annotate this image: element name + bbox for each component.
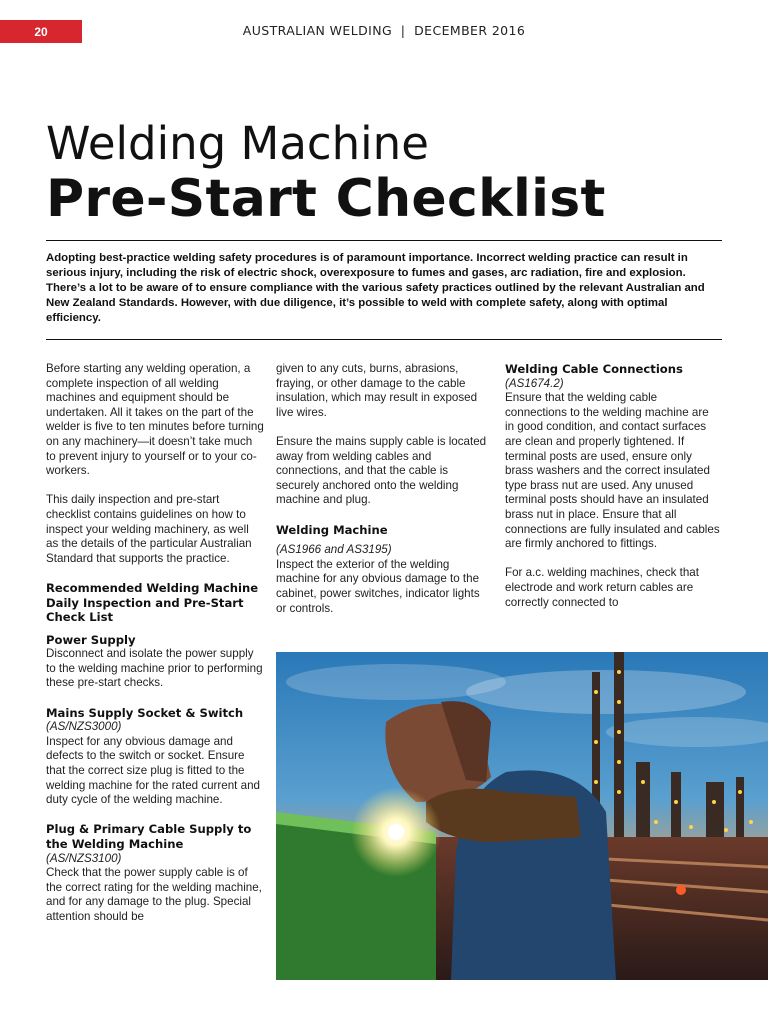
body-paragraph: Ensure that the welding cable connections to the welding machine are in good condition, and contact surfaces are clean and properly tightened. If terminal posts are used, ensure only brass washers and the correct insulated type brass nut are used. Any unused terminal posts should have an insulated brass nut in place. Ensure that all connections are fully insulated and cables are firmly anchored to fittings. xyxy=(505,391,720,551)
page-number-badge: 20 xyxy=(0,20,82,43)
column-3 xyxy=(505,362,720,625)
body-paragraph: given to any cuts, burns, abrasions, fraying, or other damage to the cable insulation, which may result in exposed live wires. xyxy=(276,362,478,419)
subheading-cable-connections: Welding Cable Connections xyxy=(505,362,683,376)
body-paragraph: Check that the power supply cable is of the correct rating for the welding machine, and for any damage to the plug. Special attention should be xyxy=(46,866,262,923)
body-paragraph: Disconnect and isolate the power supply to the welding machine prior to performing these pre-start checks. xyxy=(46,647,263,690)
divider-top xyxy=(46,240,722,241)
body-paragraph: For a.c. welding machines, check that electrode and work return cables are correctly connected to xyxy=(505,566,699,609)
section-heading: Recommended Welding Machine Daily Inspection and Pre-Start Check List xyxy=(46,580,259,625)
welder-photo xyxy=(276,652,768,980)
body-paragraph: Inspect for any obvious damage and defects to the switch or socket. Ensure that the correct size plug is fitted to the welding machine for the rated current and duty cycle of the welding machine. xyxy=(46,734,260,807)
body-paragraph: Before starting any welding operation, a complete inspection of all welding machines and equipment should be undertaken. All it takes on the part of the welder is five to ten minutes before turning on any machinery—it doesn’t take much to prevent injury to yourself or to your co-workers. xyxy=(46,362,264,478)
body-paragraph: Ensure the mains supply cable is located away from welding cables and connections, and that the cable is securely anchored onto the welding machine and plug. xyxy=(276,434,487,507)
subheading-power-supply: Power Supply xyxy=(46,632,136,647)
body-paragraph: This daily inspection and pre-start checklist contains guidelines on how to inspect your welding machinery, as well as the details of the particular Australian Standard that supports the practice. xyxy=(46,493,252,565)
column-2 xyxy=(276,362,488,631)
subheading-mains-socket: Mains Supply Socket & Switch xyxy=(46,705,244,720)
column-1 xyxy=(46,362,264,939)
divider-bottom xyxy=(46,339,722,340)
running-head: AUSTRALIAN WELDING | DECEMBER 2016 xyxy=(242,23,526,38)
body-paragraph: Inspect the exterior of the welding machine for any obvious damage to the cabinet, power switches, indicator lights or controls. xyxy=(276,557,480,615)
title-line-2: Pre-Start Checklist xyxy=(46,169,606,229)
subheading-plug-cable: Plug & Primary Cable Supply to the Welding Machine xyxy=(46,822,252,851)
standard-reference: (AS1674.2) xyxy=(505,376,564,390)
title-line-1: Welding Machine xyxy=(46,117,429,170)
standard-reference: (AS1966 and AS3195) xyxy=(276,543,392,557)
intro-paragraph: Adopting best-practice welding safety procedures is of paramount importance. Incorrect welding practice can result in serious injury, including the risk of electric shock, overexposure to fumes and gases, arc radiation, fire and explosion. There’s a lot to be aware of to ensure compliance with the various safety practices outlined by the relevant Australian and New Zealand Standards. However, with due diligence, it’s possible to weld with complete safety, along with optimal efficiency. xyxy=(46,252,705,324)
subheading-welding-machine: Welding Machine xyxy=(276,522,388,537)
standard-reference: (AS/NZS3000) xyxy=(46,720,122,734)
standard-reference: (AS/NZS3100) xyxy=(46,851,122,865)
